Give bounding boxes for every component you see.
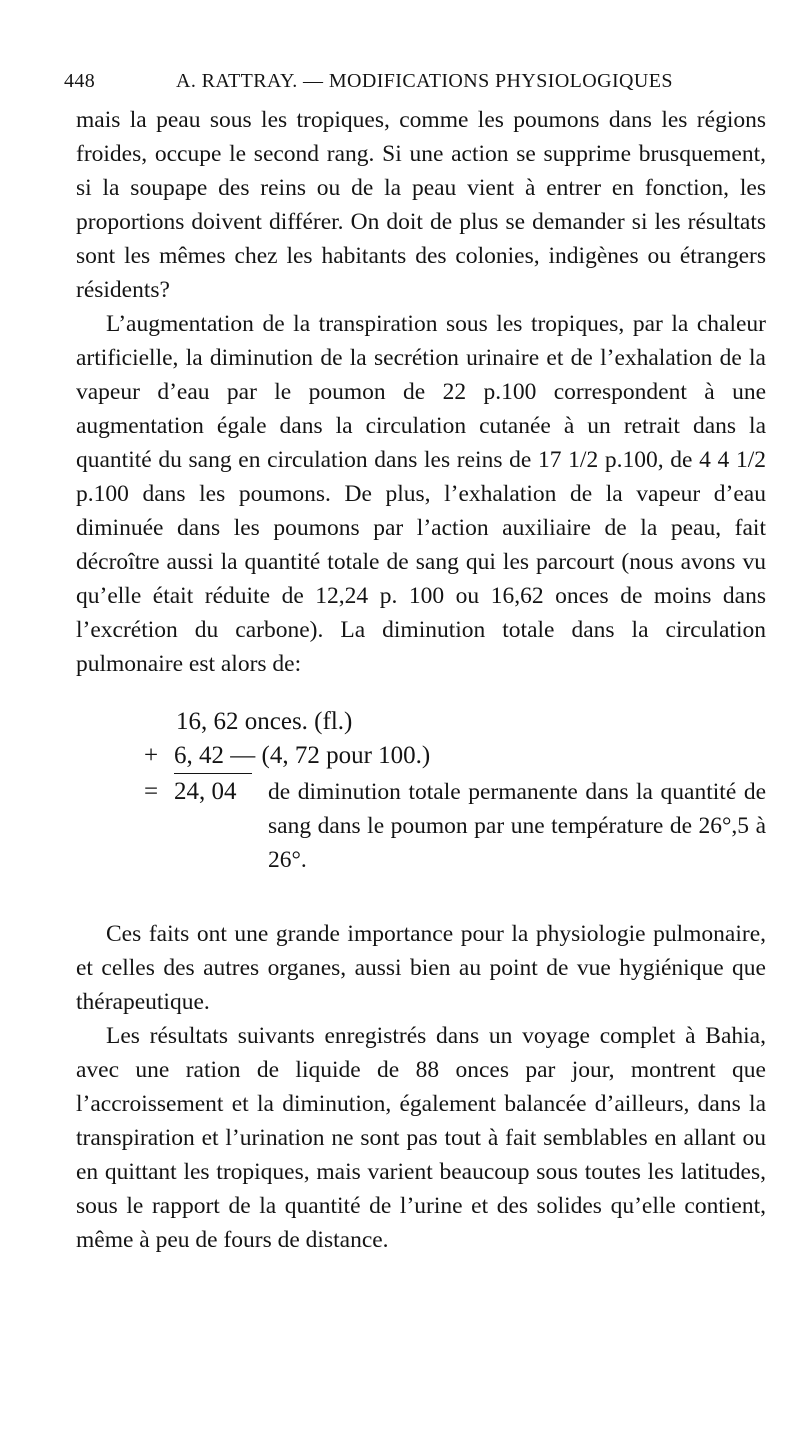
calculation-block [76,703,766,899]
paragraph: L’augmentation de la transpiration sous les tropiques, par la chaleur artificielle, la diminution de la secrétion urinaire et de l’exhalation de la vapeur d’eau par le poumon de 22 p.100 correspondent à une augmentation égale dans la circulation cutanée à un retrait dans la quantité du sang en circulation dans les reins de 17 1/2 p.100, de 4 4 1/2 p.100 dans les poumons. De plus, l’exhalation de la vapeur d’eau diminuée dans les poumons par l’action auxiliaire de la peau, fait décroître aussi la quantité totale de sang qui les parcourt (nous avons vu qu’elle était réduite de 12,24 p. 100 ou 16,62 onces de moins dans l’excrétion du carbone). La diminution totale dans la circulation pulmonaire est alors de: [76,311,766,677]
sum-rule [174,773,252,774]
paragraph: Ces faits ont une grande importance pour la physiologie pulmonaire, et celles des autres organes, aussi bien au point de vue hygiénique que thérapeutique. [76,921,766,1015]
calc-result-text: de diminution totale permanente dans la quantité de sang dans le poumon par une température de 26°,5 à 26°. [268,779,766,873]
paragraph: Les résultats suivants enregistrés dans un voyage complet à Bahia, avec une ration de liquide de 88 onces par jour, montrent que l’accroissement et la diminution, également balancée d’ailleurs, dans la transpiration et l’urination ne sont pas tout à fait semblables en allant ou en quittant les tropiques, mais varient beaucoup sous toutes les latitudes, sous le rapport de la quantité de l’urine et des solides qu’elle contient, même à peu de fours de distance. [76,1023,766,1253]
running-head [64,64,764,98]
calc-line-2-value: 6, 42 — (4, 72 pour 100.) [174,742,431,769]
calc-line-1: 16, 62 onces. (fl.) [176,708,353,735]
calc-line-2 [144,739,430,773]
paragraph: mais la peau sous les tropiques, comme les poumons dans les régions froides, occupe le second rang. Si une action se supprime brusquement, si la soupape des reins ou de la peau vient à entrer en fonction, les proportions doivent différer. On doit de plus se demander si les résultats sont les mêmes chez les habitants des colonies, indigènes ou étrangers résidents? [76,107,766,303]
page-body [76,103,766,1257]
equals-sign: = [144,778,159,805]
page-number: 448 [64,70,96,92]
calc-result-value: 24, 04 [174,778,237,805]
calc-line-3 [144,775,237,809]
plus-sign: + [144,742,159,769]
running-head-title: A. RATTRAY. — MODIFICATIONS PHYSIOLOGIQUES [176,70,673,92]
